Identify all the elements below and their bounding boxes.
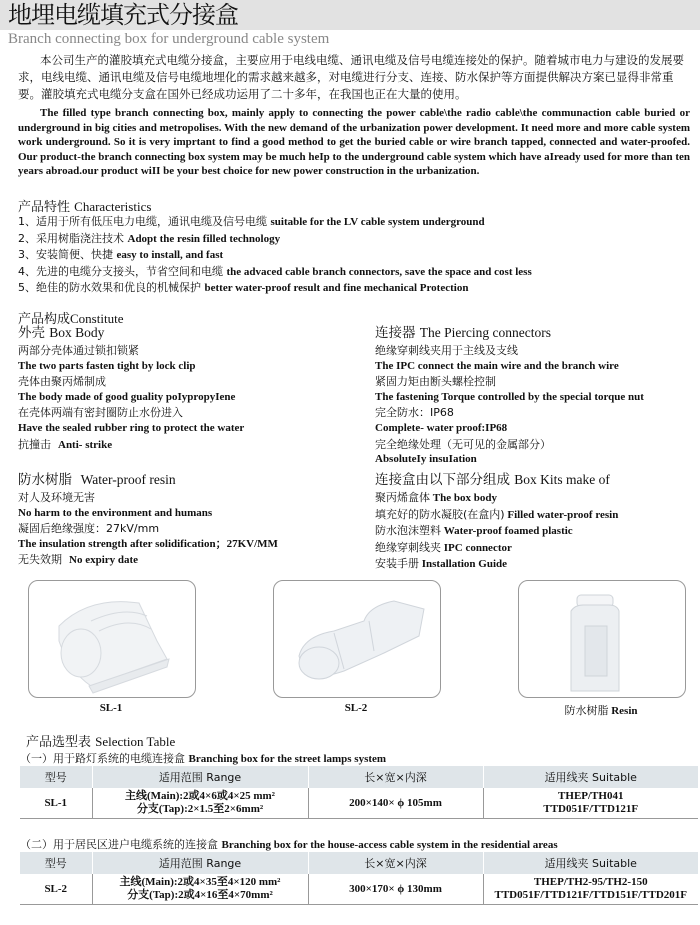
kit-cn: 聚丙烯盒体 bbox=[375, 491, 430, 504]
characteristics-heading: 产品特性 Characteristics bbox=[18, 199, 152, 215]
table-heading-en: Branching box for the house-access cable system in the residential areas bbox=[221, 839, 558, 851]
kit-item bbox=[375, 507, 695, 524]
characteristic-item bbox=[18, 264, 532, 281]
page-title: 地埋电缆填充式分接盒 bbox=[8, 1, 238, 29]
text-line: 紧固力矩由断头螺栓控制 bbox=[375, 375, 496, 389]
text-line: 对人及环境无害 bbox=[18, 491, 95, 504]
text-line: The IPC connect the main wire and the branch wire bbox=[375, 359, 619, 372]
text-line: 凝固后绝缘强度：27kV/mm bbox=[18, 522, 160, 536]
product-image-resin bbox=[518, 580, 686, 698]
item-en: easy to install, and fast bbox=[116, 249, 224, 261]
table-header-row bbox=[20, 766, 698, 788]
text-line: No harm to the environment and humans bbox=[18, 506, 213, 519]
item-en: Adopt the resin filled technology bbox=[127, 232, 281, 245]
kit-en: Water-proof foamed plastic bbox=[443, 525, 573, 538]
characteristics-list bbox=[18, 214, 532, 297]
selection-table bbox=[20, 766, 698, 819]
item-en: the advaced cable branch connectors, save the space and cost less bbox=[226, 265, 532, 278]
selection-heading: 产品选型表 Selection Table bbox=[26, 734, 176, 750]
kit-en: IPC connector bbox=[443, 541, 512, 554]
text-line: AbsoluteIy insuIation bbox=[375, 453, 477, 466]
range-tap: 分支(Tap):2×1.5至2×6mm² bbox=[136, 803, 264, 815]
characteristic-item bbox=[18, 231, 532, 248]
column-header: 适用范围 Range bbox=[92, 766, 308, 788]
text-line: 绝缘穿刺线夹用于主线及支线 bbox=[375, 344, 518, 357]
cell-range bbox=[92, 874, 308, 905]
item-cn: 4、先进的电缆分支接头，节省空间和电缆 bbox=[18, 264, 223, 278]
cell-clamp bbox=[483, 788, 698, 819]
text-line: 在壳体两端有密封圈防止水份进入 bbox=[18, 406, 183, 420]
product-image-sl2 bbox=[273, 580, 441, 698]
connectors-heading: 连接器 The Piercing connectors bbox=[375, 325, 551, 341]
kit-item bbox=[375, 490, 695, 507]
kit-item bbox=[375, 556, 695, 573]
range-main: 主线(Main):2或4×35至4×120 mm² bbox=[119, 876, 281, 888]
caption-sl2: SL-2 bbox=[344, 702, 368, 714]
table-heading bbox=[20, 836, 558, 852]
cell-model: SL-2 bbox=[20, 874, 92, 905]
clamp-1: THEP/TH2-95/TH2-150 bbox=[533, 876, 648, 888]
constitute-heading: 产品构成Constitute bbox=[18, 311, 124, 327]
kit-en: The box body bbox=[432, 492, 497, 504]
kits-heading: 连接盒由以下部分组成 Box Kits make of bbox=[375, 472, 610, 488]
box-body-heading: 外壳 Box Body bbox=[18, 325, 105, 341]
text-line: The fastening Torque controlled by the special torque nut bbox=[375, 390, 644, 403]
page-subtitle: Branch connecting box for underground cable system bbox=[8, 31, 330, 47]
text-line: 完全绝缘处理（无可见的金属部分） bbox=[375, 437, 551, 451]
table-heading-cn: （一）用于路灯系统的电缆连接盒 bbox=[20, 752, 185, 765]
column-header: 适用线夹 Suitable bbox=[483, 766, 698, 788]
column-header: 长×宽×内深 bbox=[308, 852, 483, 874]
cell-model: SL-1 bbox=[20, 788, 92, 819]
table-row bbox=[20, 874, 698, 905]
range-tap: 分支(Tap):2或4×16至4×70mm² bbox=[127, 889, 273, 901]
clamp-2: TTD051F/TTD121F bbox=[543, 803, 639, 815]
table-heading-en: Branching box for the street lamps system bbox=[188, 753, 387, 765]
column-header: 型号 bbox=[20, 852, 92, 874]
table-header-row bbox=[20, 852, 698, 874]
kit-item bbox=[375, 523, 695, 540]
column-header: 适用线夹 Suitable bbox=[483, 852, 698, 874]
kits-section bbox=[375, 470, 695, 573]
kit-en: Filled water-proof resin bbox=[507, 508, 619, 521]
text-line: The insulation strength after solidification；27KV/MM bbox=[18, 537, 278, 550]
caption-resin: 防水树脂 Resin bbox=[564, 704, 638, 717]
box-body-section: 外壳 Box Body 两部分壳体通过锁扣锁紧 The two parts fasten tight by lock clip 壳体由聚丙烯制成 The body made of good guality poIypropyIene 在壳体两端有密封圈防止水份进入 Have the sealed rubber ring to protect the water 抗撞击 Anti- strike bbox=[18, 323, 358, 453]
characteristic-item bbox=[18, 280, 532, 297]
clamp-1: THEP/TH041 bbox=[558, 790, 624, 802]
item-en: better water-proof result and fine mechanical Protection bbox=[204, 282, 469, 294]
intro-cn: 本公司生产的灌胶填充式电缆分接盒，主要应用于电线电缆、通讯电缆及信号电缆连接处的保护。随着城市电力与建设的发展要求，电线电缆、通讯电缆及信号电缆地埋化的需求越来越多，对电缆进行分支、连接、防水保护等方面提供解决方案已显得非常重要。灌胶填充式电缆分支盒在国外已经成功运用了二十多年，在我国也正在大量的使用。 bbox=[18, 53, 684, 101]
item-cn: 5、绝佳的防水效果和优良的机械保护 bbox=[18, 281, 201, 294]
kit-cn: 防水泡沫塑料 bbox=[375, 524, 441, 538]
resin-heading: 防水树脂 Water-proof resin bbox=[18, 472, 176, 488]
selection-table bbox=[20, 852, 698, 905]
item-cn: 3、安装简便、快捷 bbox=[18, 248, 113, 261]
column-header: 长×宽×内深 bbox=[308, 766, 483, 788]
item-cn: 1、适用于所有低压电力电缆，通讯电缆及信号电缆 bbox=[18, 215, 267, 228]
kit-cn: 填充好的防水凝胶(在盒内) bbox=[375, 507, 505, 521]
resin-section: 防水树脂 Water-proof resin 对人及环境无害 No harm to the environment and humans 凝固后绝缘强度：27kV/mm The insulation strength after solidification；27KV/MM 无失效期 No expiry date bbox=[18, 470, 358, 569]
caption-sl1: SL-1 bbox=[99, 702, 123, 714]
text-line: 完全防水：IP68 bbox=[375, 406, 454, 420]
connectors-section bbox=[375, 323, 695, 468]
kit-cn: 绝缘穿刺线夹 bbox=[375, 540, 441, 554]
column-header: 型号 bbox=[20, 766, 92, 788]
clamp-2: TTD051F/TTD121F/TTD151F/TTD201F bbox=[494, 889, 688, 901]
table-heading-cn: （二）用于居民区进户电缆系统的连接盒 bbox=[20, 838, 218, 851]
text-line: The body made of good guality poIypropyIene bbox=[18, 390, 236, 403]
column-header: 适用范围 Range bbox=[92, 852, 308, 874]
cell-clamp bbox=[483, 874, 698, 905]
item-cn: 2、采用树脂浇注技术 bbox=[18, 231, 124, 245]
product-image-sl1 bbox=[28, 580, 196, 698]
cell-range bbox=[92, 788, 308, 819]
text-line: Have the sealed rubber ring to protect the water bbox=[18, 421, 245, 434]
characteristic-item bbox=[18, 214, 532, 231]
kit-cn: 安装手册 bbox=[375, 557, 419, 571]
text-line: The two parts fasten tight by lock clip bbox=[18, 359, 196, 372]
table-row bbox=[20, 788, 698, 819]
text-line: 两部分壳体通过锁扣锁紧 bbox=[18, 344, 139, 357]
text-line: 壳体由聚丙烯制成 bbox=[18, 375, 106, 389]
kit-item bbox=[375, 540, 695, 557]
cell-size: 200×140× ϕ 105mm bbox=[308, 788, 483, 819]
kit-en: Installation Guide bbox=[421, 558, 508, 571]
range-main: 主线(Main):2或4×6或4×25 mm² bbox=[125, 790, 275, 802]
item-en: suitable for the LV cable system underground bbox=[270, 216, 485, 228]
cell-size: 300×170× ϕ 130mm bbox=[308, 874, 483, 905]
text-line: Complete- water proof:IP68 bbox=[375, 421, 508, 434]
intro-en: The filled type branch connecting box, mainly apply to connecting the power cable\the radio cable\the communaction cable buried or underground in big cities and metropolises. With the new demand of the urbanization power development. It need more and more cable system work underground. So it is very imprtant to find a good method to get the buried cable or wire branch tapped, connected and water-proofed. Our product-the branch connecting box system may be much heIp to the underground cable system which have aIready used for more than ten years abroad.our product wiII be your best choice for new power construction in the urbanization. bbox=[18, 107, 690, 177]
table-heading bbox=[20, 750, 386, 766]
characteristic-item bbox=[18, 247, 532, 264]
